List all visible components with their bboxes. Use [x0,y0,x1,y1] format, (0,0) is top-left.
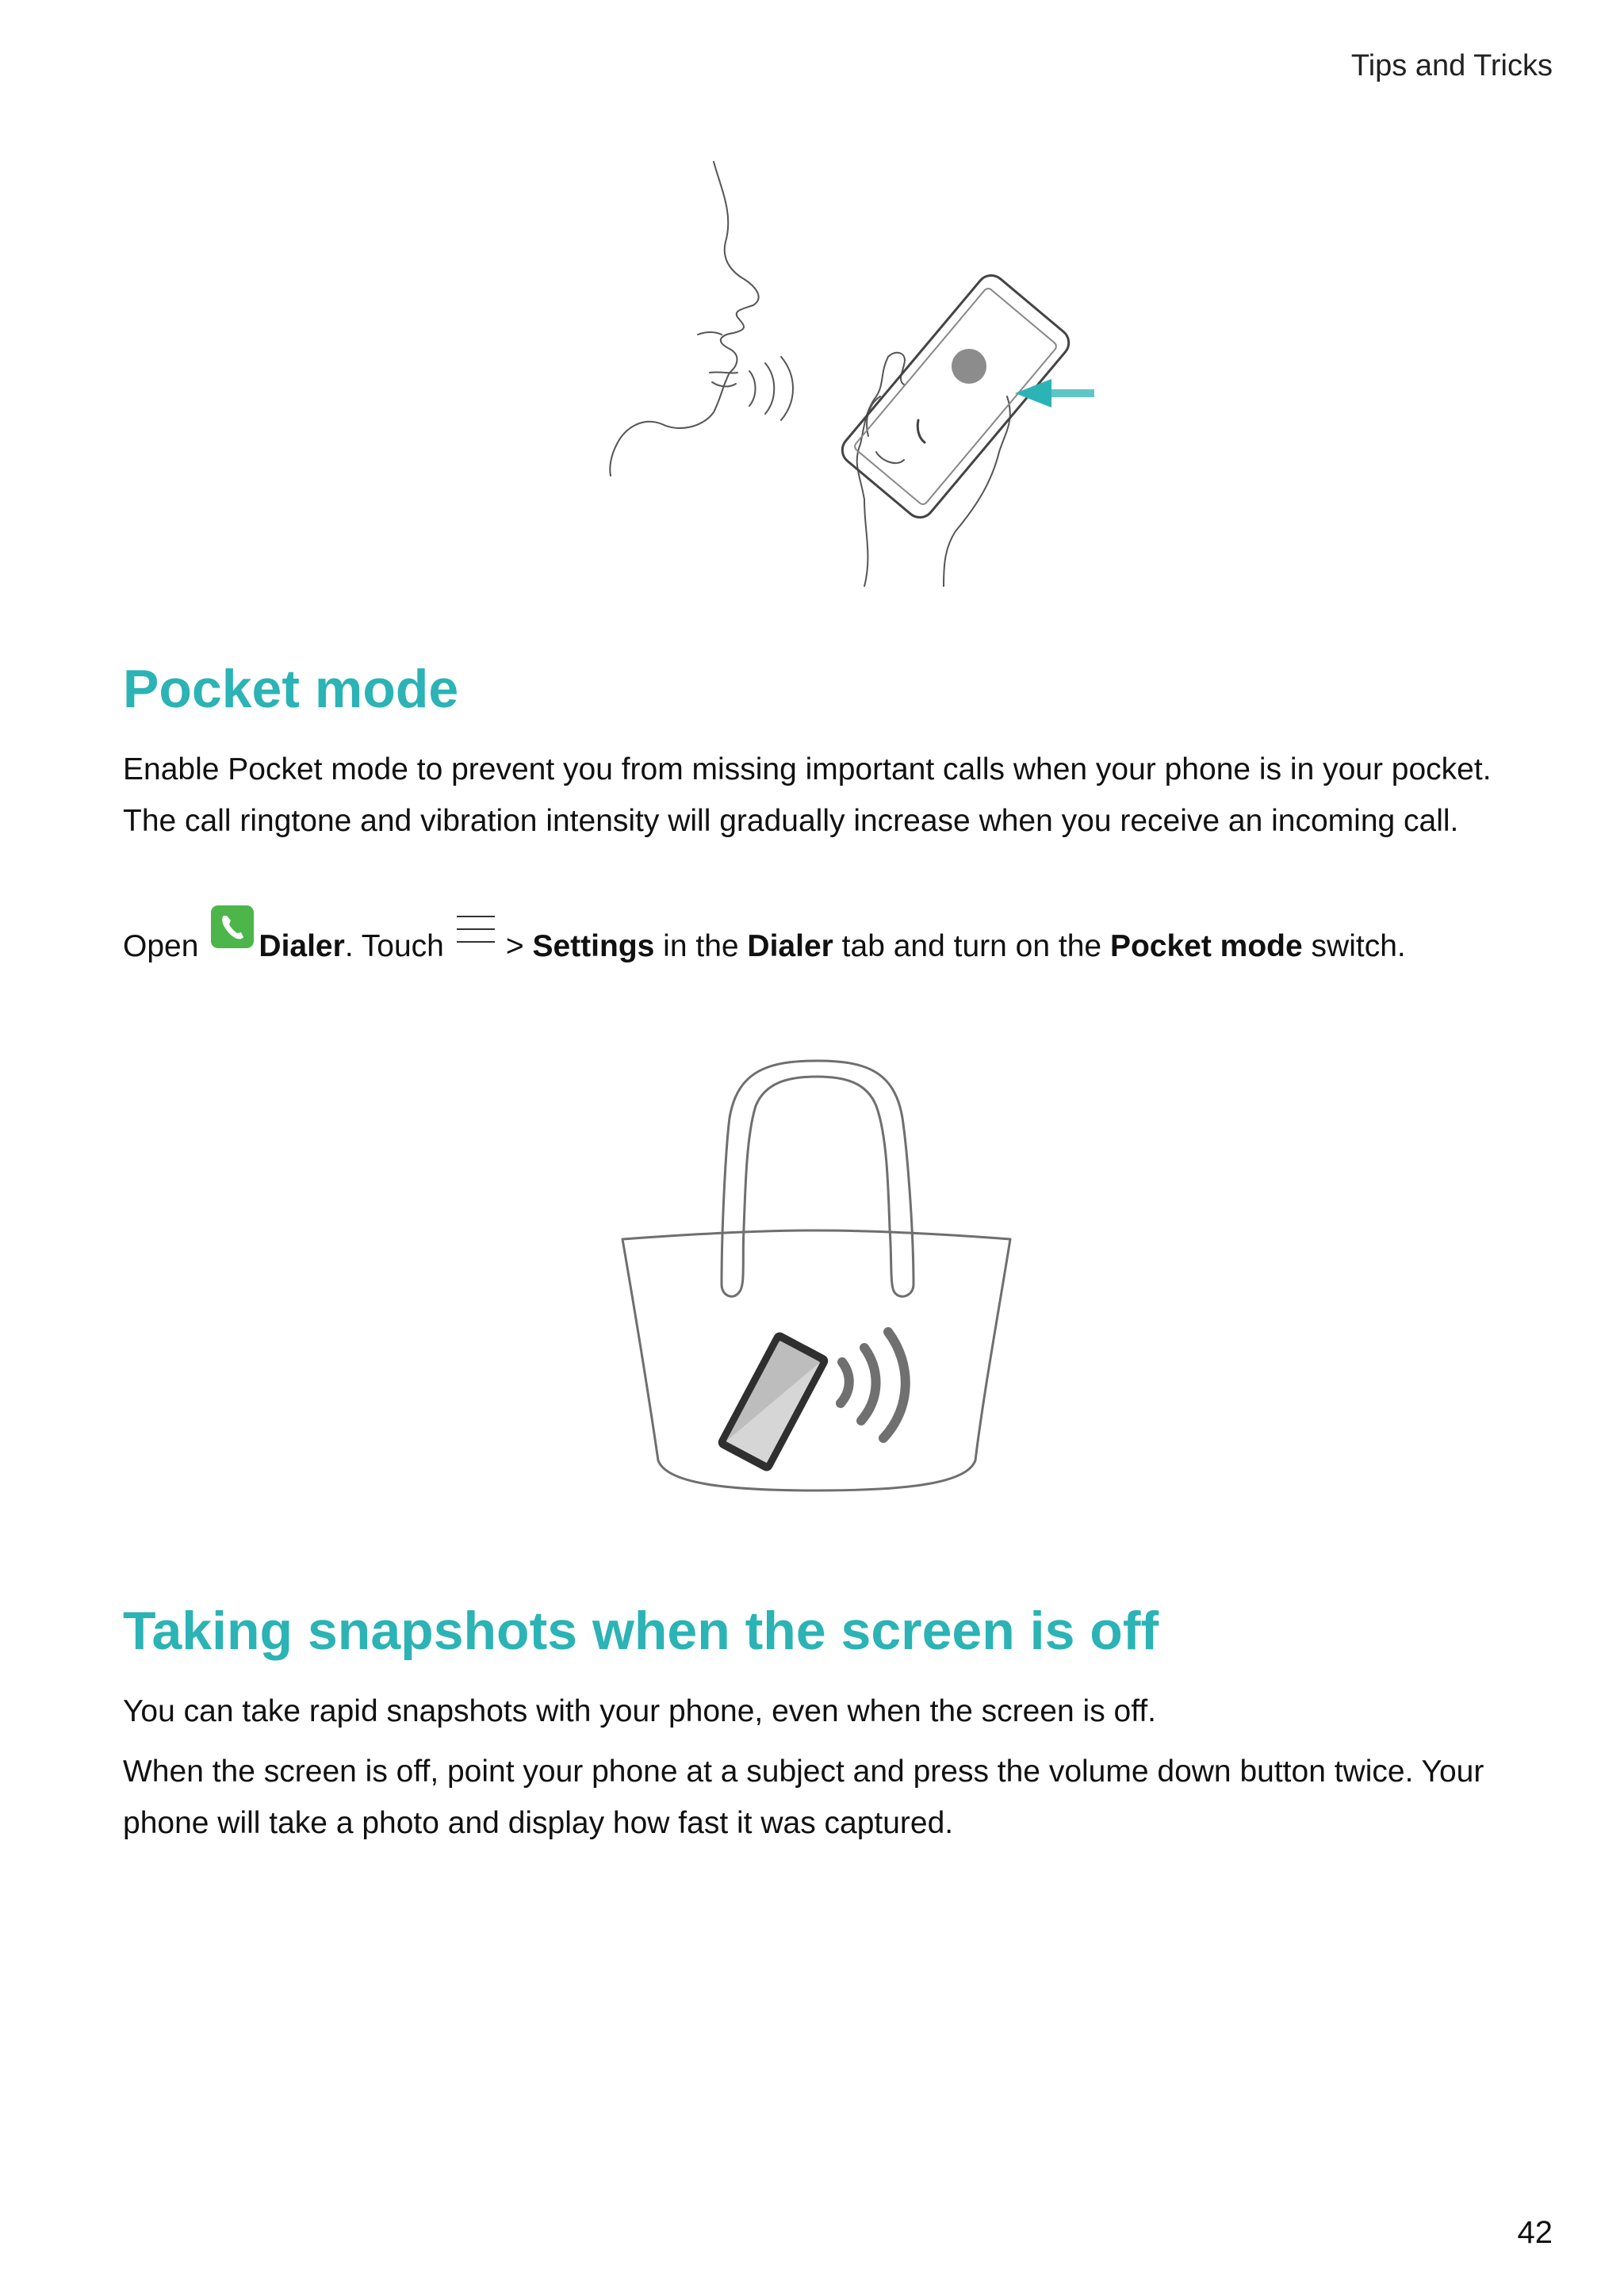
page-number: 42 [1517,2215,1553,2250]
snapshots-intro: You can take rapid snapshots with your phone, even when the screen is off. [123,1694,1157,1728]
arrow-separator: > [505,929,524,963]
vibration-wave-1 [841,1362,849,1403]
handbag-illustration [603,1054,1047,1506]
pocket-mode-instructions [123,918,1519,972]
pocket-mode-description: Enable Pocket mode to prevent you from missing important calls when your phone is in your pocket. The call ringtone and vibration intensity will gradually increase when you receive an incoming call. [123,752,1492,838]
tab-turn-on-text: tab and turn on the [833,929,1110,963]
open-text: Open [123,929,199,963]
dialer-tab-label: Dialer [747,929,833,963]
call-handset-glyph [917,420,925,442]
face-profile-line [610,162,758,476]
sound-wave-2 [765,363,774,414]
hand-outline-right [944,396,1010,587]
voice-call-drawing [603,159,1094,587]
voice-call-illustration [603,159,1094,587]
vibration-wave-3 [883,1332,906,1438]
sound-wave-1 [749,371,756,406]
handbag-drawing [603,1054,1047,1506]
vibration-wave-2 [861,1348,876,1421]
dialer-app-name: Dialer [259,929,345,963]
in-the-text: in the [654,929,748,963]
decline-call-button [952,349,986,384]
mouth-line [710,372,737,386]
menu-icon [455,912,496,947]
sound-wave-3 [781,357,793,420]
snapshots-instructions: When the screen is off, point your phone at a subject and press the volume down button twice. Your phone will take a photo and display how fast it was captured. [123,1755,1484,1840]
header-section-label: Tips and Tricks [1350,49,1553,82]
hand-fingers [867,396,904,463]
eye-line [698,332,722,335]
bag-handle [722,1061,914,1296]
bag-phone [716,1330,830,1473]
pocket-mode-switch-label: Pocket mode [1109,929,1303,963]
snapshots-heading: Taking snapshots when the screen is off [123,1601,1159,1661]
settings-label: Settings [532,929,655,963]
phone-icon [211,905,254,948]
pocket-mode-heading: Pocket mode [123,659,459,719]
vibration-waves [841,1332,906,1438]
switch-text: switch. [1302,929,1406,963]
touch-text: . Touch [344,929,444,963]
